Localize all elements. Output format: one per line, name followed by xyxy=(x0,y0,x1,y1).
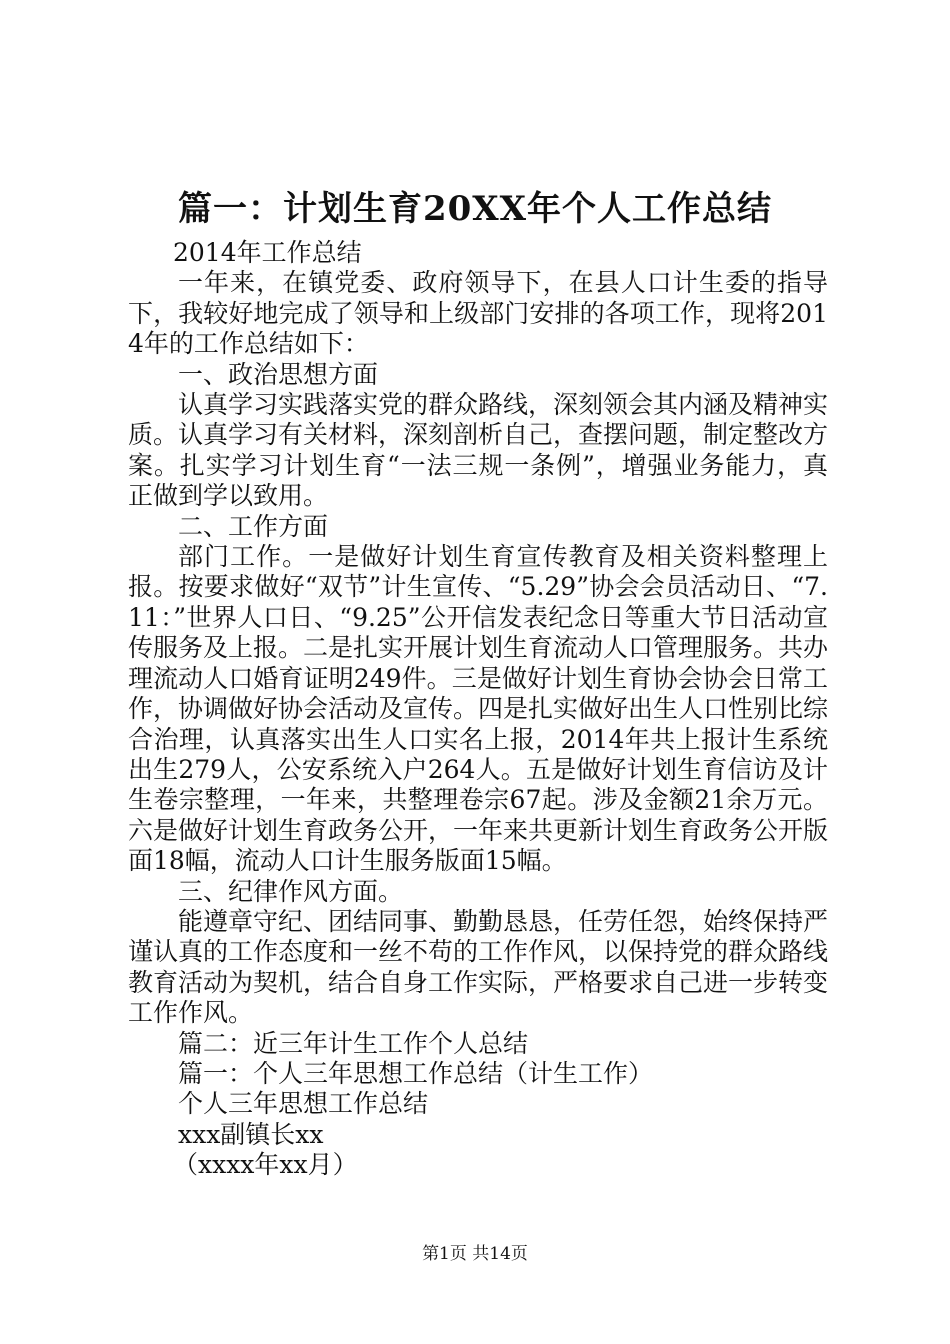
author-line: xxx副镇长xx xyxy=(178,1119,324,1149)
section-heading-political: 一、政治思想方面 xyxy=(178,359,379,389)
document-title: 篇一：计划生育20XX年个人工作总结 xyxy=(177,189,773,229)
date-line: （xxxx年xx月） xyxy=(173,1150,358,1180)
paragraph-political: 认真学习实践落实党的群众路线，深刻领会其内涵及精神实质。认真学习有关材料，深刻剖析自己，查摆问题，制定整改方案。扎实学习计划生育“一法三规一条例”，增强业务能力，真正做到学以致用。 xyxy=(128,390,829,511)
paragraph-discipline: 能遵章守纪、团结同事、勤勤恳恳，任劳任怨，始终保持严谨认真的工作态度和一丝不苟的工作作风，以保持党的群众路线教育活动为契机，结合自身工作实际，严格要求自己进一步转变工作作风。 xyxy=(128,906,829,1028)
page-number-footer: 第1页 共14页 xyxy=(422,1244,528,1264)
paragraph-intro: 一年来，在镇党委、政府领导下，在县人口计生委的指导下，我较好地完成了领导和上级部门安排的各项工作，现将2014年的工作总结如下： xyxy=(128,268,828,359)
paragraph-work: 部门工作。一是做好计划生育宣传教育及相关资料整理上报。按要求做好“双节”计生宣传、“5.29”协会会员活动日、“7.11：”世界人口日、“9.25”公开信发表纪念日等重大节日活动宣传服务及上报。二是扎实开展计划生育流动人口管理服务。共办理流动人口婚育证明249件。三是做好计划生育协会协会日常工作，协调做好协会活动及宣传。四是扎实做好出生人口性别比综合治理，认真落实出生人口实名上报，2014年共上报计生系统出生279人，公安系统入户264人。五是做好计划生育信访及计生卷宗整理，一年来，共整理卷宗67起。涉及金额21余万元。六是做好计划生育政务公开，一年来共更新计划生育政务公开版面18幅，流动人口计生服务版面15幅。 xyxy=(128,542,829,876)
section-heading-work: 二、工作方面 xyxy=(178,511,329,541)
part-two-heading: 篇二：近三年计生工作个人总结 xyxy=(178,1028,529,1058)
sub-article-title: 个人三年思想工作总结 xyxy=(178,1089,429,1119)
paragraph-year-summary-heading: 2014年工作总结 xyxy=(173,238,362,267)
document-body xyxy=(128,238,828,1181)
sub-article-heading: 篇一：个人三年思想工作总结（计生工作） xyxy=(178,1058,654,1088)
section-heading-discipline: 三、纪律作风方面。 xyxy=(178,876,404,906)
